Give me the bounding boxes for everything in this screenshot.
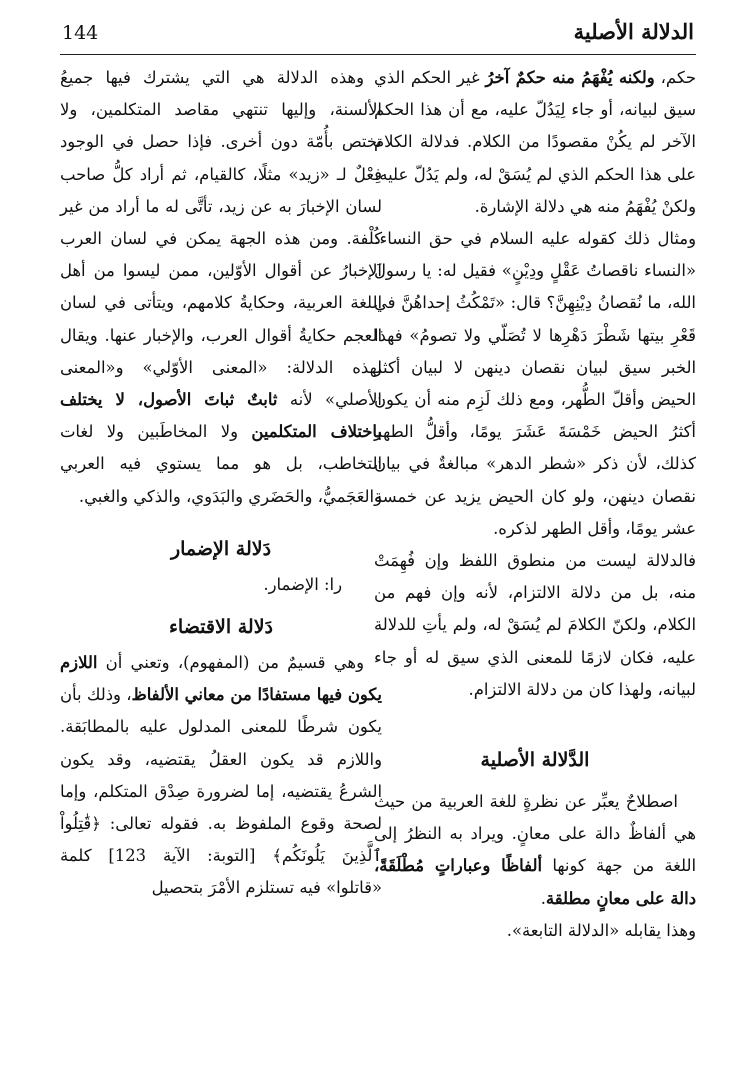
section-heading-dalala-asliya: الدَّلالة الأصلية [480, 749, 590, 772]
bold-text: ثابتٌ ثباتَ الأصول، لا يختلف باختلاف المتكلمين [60, 390, 382, 442]
cross-reference: را: الإضمار. [263, 574, 342, 594]
text-run: . [540, 888, 546, 908]
right-column [374, 62, 696, 947]
text-run: اصطلاحٌ يعبِّر عن نظرةٍ للغة العربية من حيث هي ألفاظٌ دالة على معانٍ. ويراد به النظرُ إلى اللغة من جهة كونها [374, 792, 697, 876]
text-run: ، وذلك بأن يكون شرطًا للمعنى المدلول عليه بالمطابَقة. واللازم قد يكون العقلُ يقتضيه، وقد يكون الشرعُ يقتضيه، إما لضرورة صِدْق المتكلم، وإما لصحة وقوع الملفوظ به. فقوله تعالى: ﴿قَٰتِلُواْ ٱلَّذِينَ يَلُونَكُم﴾ [التوبة: الآية 123] كلمة «قاتلوا» فيه تستلزم الأمْرَ بتحصيل [60, 685, 382, 898]
text-run: حكم، [654, 68, 697, 87]
page-number: 144 [62, 22, 99, 44]
paragraph-ishara-definition [374, 62, 696, 223]
running-header-title: الدلالة الأصلية [573, 19, 694, 44]
text-run: وهي قسيمٌ من (المفهوم)، وتعني أن [97, 653, 364, 673]
paragraph-iltizam: فالدلالة ليست من منطوق اللفظ وإن فُهِمَتْ منه، بل من دلالة الالتزام، لأنه وإن فهم من الكلام، ولكنّ الكلامَ لم يُسَقْ له، ولم يأتِ للدلالة عليه، فكان لازمًا للمعنى الذي سيق له أو جاء لبيانه، ولهذا كان من دلالة الالتزام. [374, 551, 696, 699]
spacer [374, 706, 696, 740]
text-run: الحكم الذي سيق لبيانه، أو جاء لِيَدُلّ عليه، مع أن هذا الحكم الآخر لم يكُنْ مقصودًا من الكلام. فدلالة الكلام على هذا الحكم الذي لم يُسَقْ له، ولم يَدُلّ عليه، ولكنْ يُفْهَمُ منه هي دلالة الإشارة. [374, 68, 696, 216]
paragraph-hadith-example: ومثال ذلك كقوله عليه السلام في حق النساء: «النساء ناقصاتُ عَقْلٍ ودِيْنٍ» فقيل له: يا رسولَ الله، ما نُقصانُ دِيْنِهِنَّ؟ قال: «تَمْكُثُ إحداهُنَّ في قَعْرِ بيتها شَطْرَ دَهْرِها لا تُصَلّي ولا تصومُ» فهذا الخبر سيق لبيان نقصان دينهن لا لبيان أكثر الحيض وأقلّ الطُّهر، ومع ذلك لَزِم منه أن يكون أكثرُ الحيض خَمْسَةَ عَشَرَ يومًا، وأقلُّ الطهر كذلك، لأن ذكر «شطر الدهر» مبالغةٌ في بيان نقصان دينهن، ولو كان الحيض يزيد عن خمسة عشر يومًا، وأقل الطهر لذكره. [374, 229, 696, 538]
section-heading-dalala-idmar: دَلالة الإضمار [170, 537, 272, 560]
header-rule [60, 54, 696, 55]
paragraph-see-also: وهذا يقابله «الدلالة التابعة». [506, 920, 696, 940]
bold-text: اللازم يكون فيها مستفادًا من معاني الألفاظ [60, 653, 382, 705]
bold-text: ولكنه يُفْهَمُ منه حكمٌ آخرُ [485, 68, 655, 87]
paragraph-asliya-definition [374, 786, 696, 915]
text-run: ولا المخاطَبين ولا لغات التخاطب، بل هو مما يستوي فيه العربي والعَجَميُّ، والحَضَري والبَدَوي، والذكي والغبي. [60, 422, 382, 506]
spacer [60, 513, 382, 529]
paragraph-iqtida-definition [60, 647, 382, 905]
text-run: غير [457, 68, 486, 87]
section-heading-dalala-iqtida: دَلالة الاقتضاء [168, 616, 274, 639]
bold-text: ألفاظًا وعباراتٍ مُطْلَقَةً، دالة على معانٍ مطلقة [374, 856, 696, 908]
text-run: وهذه الدلالة هي التي يشترك فيها جميعُ الألسنة، وإليها تنتهي مقاصد المتكلمين، ولا تختص بأُمّة دون أخرى. فإذا حصل في الوجود فِعْلٌ لـ «زيد» مثلًا، كالقيام، ثم أراد كلُّ صاحب لسان الإخبارَ به عن زيد، تأتَّى له ما أراد من غير كُلْفة. ومن هذه الجهة يمكن في لسان العرب الإخبارُ عن أقوال الأوّلين، ممن ليسوا من أهل اللغة العربية، وحكايةُ كلامهم، ويتأتى في لسان العجم حكايةُ أقوال العرب، والإخبار عنها. ويقال لهذه الدلالة: «المعنى الأوّلي» و«المعنى الأصلي» لأنه [60, 68, 382, 410]
left-column [60, 62, 382, 905]
paragraph-shared-meaning [60, 62, 382, 513]
